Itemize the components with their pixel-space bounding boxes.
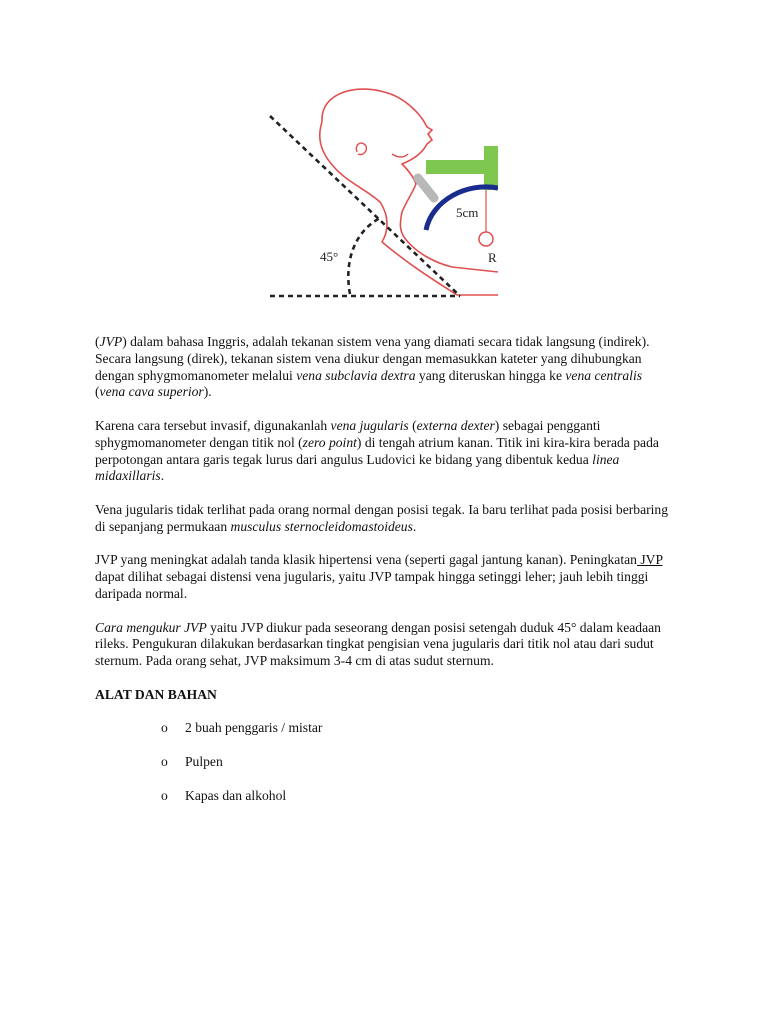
- dashed-diagonal-line: [270, 116, 460, 296]
- eye-shape: [392, 154, 408, 157]
- jvp-measurement-figure: [262, 82, 498, 304]
- bullet-marker: o: [161, 788, 168, 804]
- bullet-marker: o: [161, 720, 168, 736]
- bullet-marker: o: [161, 754, 168, 770]
- list-item: o Kapas dan alkohol: [161, 788, 287, 804]
- red-marker-circle: [479, 232, 493, 246]
- paragraph-increased-jvp: JVP yang meningkat adalah tanda klasik hipertensi vena (seperti gagal jantung kanan). Peningkatan JVP dapat dilihat sebagai distensi vena jugularis, yaitu JVP tampak hingga setinggi leher; jauh lebih tinggi daripada normal.: [95, 552, 663, 601]
- right-label: R: [488, 250, 497, 265]
- paragraph-jugular-substitute: Karena cara tersebut invasif, digunakanlah vena jugularis (externa dexter) sebagai pengganti sphygmomanometer dengan titik nol (zero point) di tengah atrium kanan. Titik ini kira-kira berada pada perpotongan antara garis tegak lurus dari angulus Ludovici ke bidang yang dibentuk kedua linea midaxillaris.: [95, 417, 659, 484]
- paragraph-jvp-definition: (JVP) dalam bahasa Inggris, adalah tekanan sistem vena yang diamati secara tidak langsung (indirek). Secara langsung (direk), tekanan sistem vena diukur dengan memasukkan kateter yang dihubungkan dengan sphygmomanometer melalui vena subclavia dextra yang diteruskan hingga ke vena centralis (vena cava superior).: [95, 334, 650, 400]
- green-vertical-bar: [484, 146, 498, 190]
- list-item: o Pulpen: [161, 754, 223, 770]
- angle-arc: [348, 218, 380, 294]
- list-item: o 2 buah penggaris / mistar: [161, 720, 323, 736]
- angle-label: 45°: [320, 249, 339, 264]
- materials-list: [95, 720, 675, 822]
- document-body: [95, 334, 675, 822]
- paragraph-visibility: Vena jugularis tidak terlihat pada orang normal dengan posisi tegak. Ia baru terlihat pada posisi berbaring di sepanjang permukaan musculus sternocleidomastoideus.: [95, 501, 669, 534]
- section-heading: ALAT DAN BAHAN: [95, 686, 217, 702]
- grey-tube: [418, 178, 434, 198]
- ear-shape: [356, 143, 366, 154]
- distance-label: 5cm: [456, 205, 479, 220]
- patient-outline: [320, 89, 498, 295]
- jvp-diagram: [262, 82, 498, 304]
- paragraph-measurement: Cara mengukur JVP yaitu JVP diukur pada seseorang dengan posisi setengah duduk 45° dalam keadaan rileks. Pengukuran dilakukan berdasarkan tingkat pengisian vena jugularis dari titik nol atau dari sudut sternum. Pada orang sehat, JVP maksimum 3-4 cm di atas sudut sternum.: [95, 619, 661, 669]
